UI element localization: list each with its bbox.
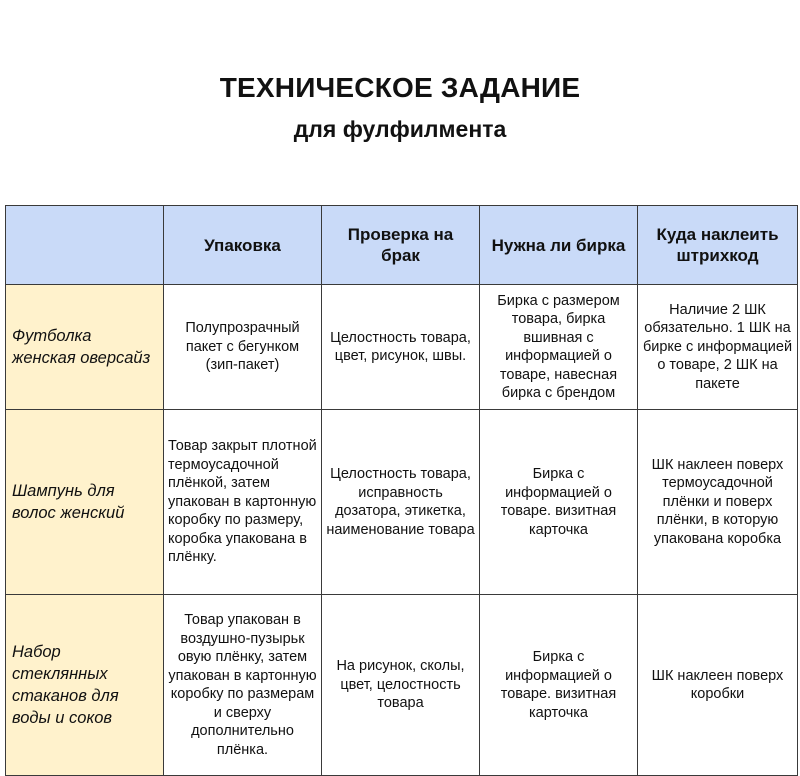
defect-check-cell: На рисунок, сколы, цвет, целостность товара bbox=[322, 595, 480, 776]
defect-check-cell: Целостность товара, цвет, рисунок, швы. bbox=[322, 285, 480, 410]
defect-check-cell: Целостность товара, исправность дозатора, этикетка, наименование товара bbox=[322, 410, 480, 595]
tag-cell: Бирка с информацией о товаре. визитная карточка bbox=[480, 410, 638, 595]
tag-cell: Бирка с информацией о товаре. визитная карточка bbox=[480, 595, 638, 776]
product-cell: Шампунь для волос женский bbox=[6, 410, 164, 595]
column-header-defect-check: Проверка на брак bbox=[322, 206, 480, 285]
document-title: ТЕХНИЧЕСКОЕ ЗАДАНИЕ bbox=[219, 72, 581, 103]
packaging-cell: Полупрозрачный пакет с бегунком (зип-пакет) bbox=[164, 285, 322, 410]
barcode-cell: ШК наклеен поверх термоусадочной плёнки и поверх плёнки, в которую упакована коробка bbox=[638, 410, 798, 595]
table-row bbox=[6, 410, 798, 595]
table-header-row bbox=[6, 206, 798, 285]
column-header-tag: Нужна ли бирка bbox=[480, 206, 638, 285]
spec-table bbox=[5, 205, 798, 776]
table-row bbox=[6, 595, 798, 776]
packaging-cell: Товар упакован в воздушно-пузырьк овую плёнку, затем упакован в картонную коробку по размерам и сверху дополнительно плёнка. bbox=[164, 595, 322, 776]
tag-cell: Бирка с размером товара, бирка вшивная с информацией о товаре, навесная бирка с брендом bbox=[480, 285, 638, 410]
column-header-packaging: Упаковка bbox=[164, 206, 322, 285]
barcode-cell: ШК наклеен поверх коробки bbox=[638, 595, 798, 776]
column-header-empty bbox=[6, 206, 164, 285]
packaging-cell: Товар закрыт плотной термоусадочной плёнкой, затем упакован в картонную коробку по размеру, коробка упакована в плёнку. bbox=[164, 410, 322, 595]
barcode-cell: Наличие 2 ШК обязательно. 1 ШК на бирке с информацией о товаре, 2 ШК на пакете bbox=[638, 285, 798, 410]
product-cell: Футболка женская оверсайз bbox=[6, 285, 164, 410]
product-cell: Набор стеклянных стаканов для воды и соков bbox=[6, 595, 164, 776]
document-subtitle: для фулфилмента bbox=[293, 116, 507, 142]
table-row bbox=[6, 285, 798, 410]
column-header-barcode: Куда наклеить штрихкод bbox=[638, 206, 798, 285]
